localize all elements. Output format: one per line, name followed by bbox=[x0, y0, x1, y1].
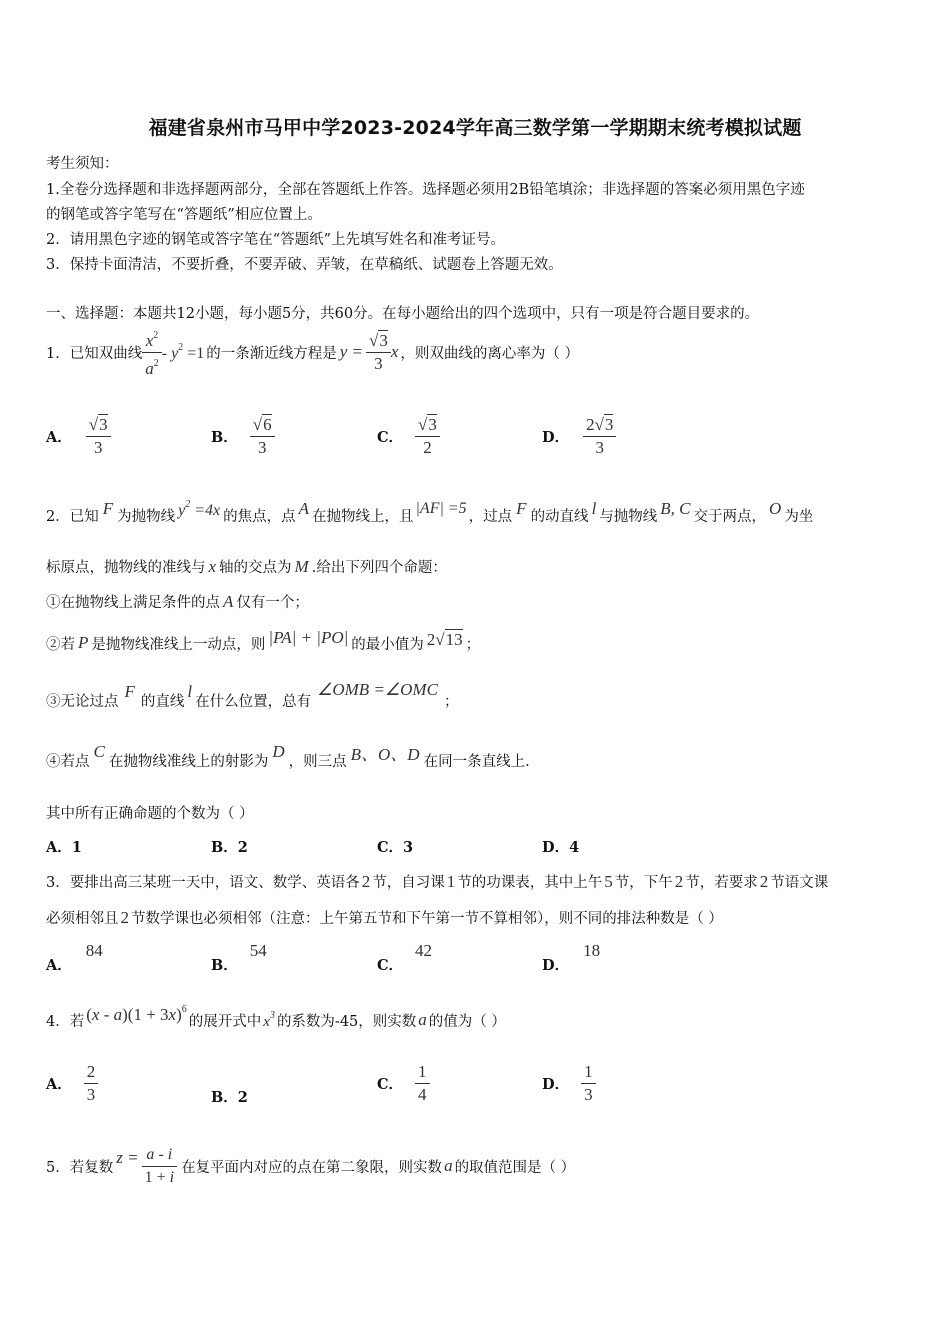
page-title: 福建省泉州市马甲中学2023-2024学年高三数学第一学期期末统考模拟试题 bbox=[148, 117, 802, 139]
question-2-line2: 标原点，抛物线的准线与 x 轴的交点为 M .给出下列四个命题： bbox=[46, 557, 447, 576]
notice-heading: 考生须知： bbox=[46, 156, 119, 172]
q1-hyperbola-fraction: $\frac{x^2}{a^2}$ bbox=[142, 325, 162, 380]
q1-hyperbola-rest: - $y^2 =1$ bbox=[161, 341, 205, 362]
q1-mid: 的一条渐近线方程是 bbox=[206, 345, 337, 362]
q1-option-b[interactable]: B． $\frac{√6}{3}$ bbox=[211, 412, 275, 460]
q1-asymptote-x: x bbox=[390, 342, 399, 361]
notice-item-3: 3．保持卡面清洁，不要折叠，不要弄破、弄皱，在草稿纸、试题卷上答题无效。 bbox=[46, 257, 563, 273]
notice-item-1-line1: 1.全卷分选择题和非选择题两部分，全部在答题纸上作答。选择题必须用2B铅笔填涂；非选择题的答案必须用黑色字迹 bbox=[46, 182, 805, 198]
question-5: 5．若复数 z = $\frac{a - i}{1 + i}$ 在复平面内对应的点在第二象限，则实数 a 的取值范围是（ ） bbox=[46, 1145, 576, 1186]
q4-option-c[interactable]: C． $\frac{1}{4}$ bbox=[377, 1058, 430, 1108]
notice-item-2: 2．请用黑色字迹的钢笔或答字笔在“答题纸”上先填写姓名和准考证号。 bbox=[46, 232, 506, 248]
q3-option-c[interactable]: C．42 bbox=[377, 941, 433, 974]
q1-option-c[interactable]: C． $\frac{√3}{2}$ bbox=[377, 412, 440, 460]
q1-suffix: ，则双曲线的离心率为（ ） bbox=[400, 345, 579, 362]
q1-option-a[interactable]: A． $\frac{√3}{3}$ bbox=[46, 412, 111, 460]
q4-option-d[interactable]: D． $\frac{1}{3}$ bbox=[542, 1058, 596, 1108]
q1-prefix: 1．已知双曲线 bbox=[46, 345, 143, 362]
q2-option-c[interactable]: C．3 bbox=[377, 839, 414, 856]
q1-asymptote-lhs: y = bbox=[339, 342, 363, 361]
q3-option-b[interactable]: B．54 bbox=[211, 941, 267, 974]
q2-ask: 其中所有正确命题的个数为（ ） bbox=[46, 806, 254, 822]
q2-option-b[interactable]: B．2 bbox=[211, 839, 248, 856]
q1-asymptote-fraction: $\frac{√3}{3}$ bbox=[366, 330, 391, 375]
question-2-line1: 2．已知 F 为抛物线 $y^2 =4x$ 的焦点，点 A 在抛物线上，且 |AF| =5 ，过点 F 的动直线 l 与抛物线 B, C 交于两点， O 为坐 bbox=[46, 498, 814, 525]
notice-item-1-line2: 的钢笔或答字笔写在“答题纸”相应位置上。 bbox=[46, 207, 322, 223]
q3-option-a[interactable]: A．84 bbox=[46, 941, 103, 974]
q4-option-a[interactable]: A． $\frac{2}{3}$ bbox=[46, 1058, 98, 1108]
question-1 bbox=[46, 327, 579, 377]
q2-claim-4: ④若点 C 在抛物线准线上的射影为 D ，则三点 B、O、D 在同一条直线上. bbox=[46, 742, 530, 770]
q3-option-d[interactable]: D．18 bbox=[542, 941, 601, 974]
q2-claim-3: ③无论过点 F 的直线 l 在什么位置，总有 ∠OMB =∠OMC ； bbox=[46, 680, 459, 710]
question-3-line2: 必须相邻且 2 节数学课也必须相邻（注意：上午第五节和下午第一节不算相邻），则不同的排法种数是（ ） bbox=[46, 908, 723, 927]
question-4: 4．若 $(x - a)(1 + 3x)^6$ 的展开式中 $x^3$ 的系数为-45，则实数 a 的值为（ ） bbox=[46, 1003, 506, 1030]
q1-option-d[interactable]: D． $\frac{2√3}{3}$ bbox=[542, 412, 616, 460]
q2-claim-1: ①在抛物线上满足条件的点 A 仅有一个； bbox=[46, 592, 309, 611]
section-heading: 一、选择题：本题共12小题，每小题5分，共60分。在每小题给出的四个选项中，只有一项是符合题目要求的。 bbox=[46, 306, 760, 322]
q2-option-a[interactable]: A．1 bbox=[46, 839, 82, 856]
q2-claim-2: ②若 P 是抛物线准线上一动点，则 |PA| + |PO| 的最小值为 2√13 ； bbox=[46, 628, 481, 653]
q4-option-b[interactable]: B．2 bbox=[211, 1089, 248, 1106]
q2-option-d[interactable]: D．4 bbox=[542, 839, 580, 856]
question-3-line1: 3．要排出高三某班一天中，语文、数学、英语各 2 节，自习课 1 节的功课表，其中上午 5 节，下午 2 节，若要求 2 节语文课 bbox=[46, 872, 829, 891]
